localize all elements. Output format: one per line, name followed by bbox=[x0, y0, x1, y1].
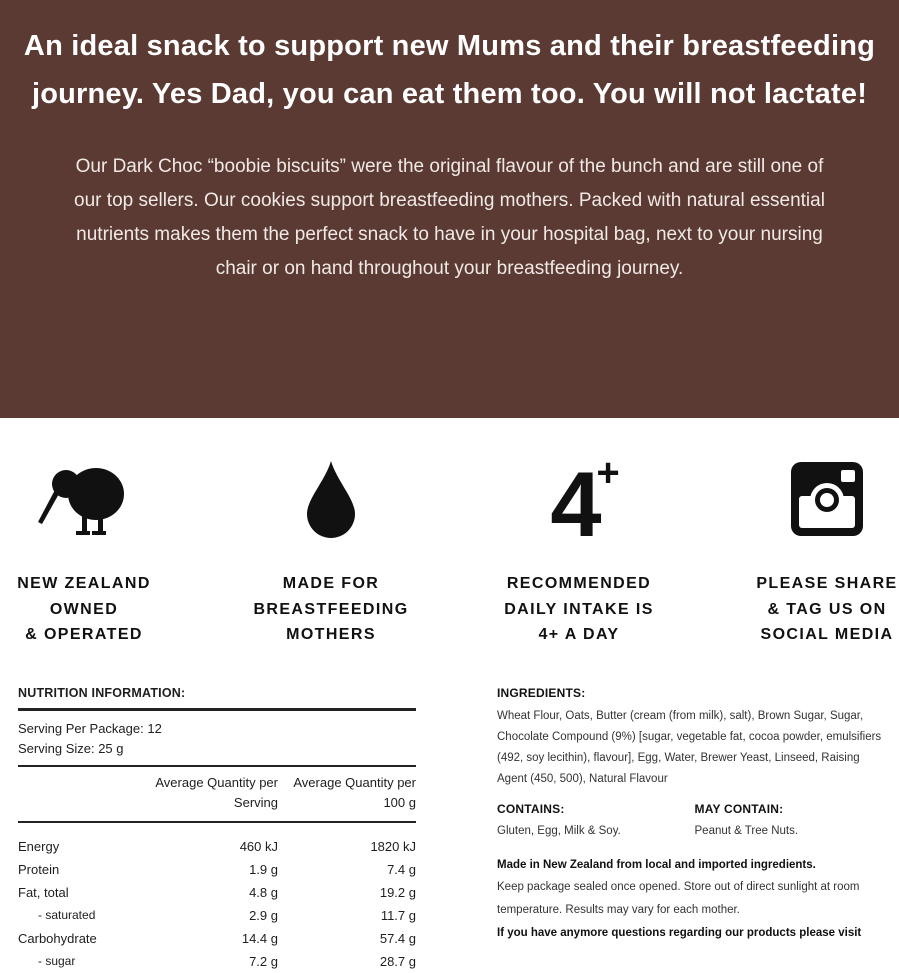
nutrient-name: - saturated bbox=[38, 908, 96, 922]
four-plus-icon bbox=[479, 455, 679, 543]
hero-banner bbox=[0, 0, 899, 418]
nutrition-rows bbox=[18, 823, 416, 973]
nutrition-title: NUTRITION INFORMATION: bbox=[18, 686, 416, 711]
col-per-100g: Average Quantity per 100 g bbox=[293, 775, 416, 810]
nutrient-name: Energy bbox=[18, 839, 60, 854]
per-serving-value: 1.9 g bbox=[249, 862, 278, 877]
allergen-info bbox=[497, 802, 892, 840]
per-100g-value: 57.4 g bbox=[379, 931, 416, 946]
feature-label: MADE FOR BREASTFEEDING MOTHERS bbox=[253, 575, 409, 643]
milk-drop-icon bbox=[231, 455, 431, 543]
nutrient-name: - sugar bbox=[38, 954, 76, 968]
per-serving-value: 2.9 g bbox=[249, 908, 278, 923]
storage-text: Keep package sealed once opened. Store out of direct sunlight at room temperature. Results may vary for each mother. bbox=[497, 881, 860, 916]
table-row bbox=[18, 835, 416, 858]
made-in-text: Made in New Zealand from local and imported ingredients. bbox=[497, 859, 816, 871]
may-contain-text: Peanut & Tree Nuts. bbox=[694, 825, 799, 837]
nutrient-name: Fat, total bbox=[18, 885, 69, 900]
per-100g-value: 28.7 g bbox=[379, 954, 416, 969]
table-row bbox=[18, 927, 416, 950]
serving-info bbox=[18, 711, 416, 767]
feature-label: RECOMMENDED DAILY INTAKE IS 4+ A DAY bbox=[504, 575, 654, 643]
per-serving-value: 4.8 g bbox=[249, 885, 278, 900]
question-text: If you have anymore questions regarding our products please visit bbox=[497, 927, 862, 939]
table-row bbox=[18, 950, 416, 973]
hero-headline: An ideal snack to support new Mums and their breastfeeding journey. Yes Dad, you can eat them too. You will not lactate! bbox=[23, 30, 876, 110]
ingredients-title: INGREDIENTS: bbox=[497, 686, 586, 700]
contains-text: Gluten, Egg, Milk & Soy. bbox=[497, 825, 621, 837]
ingredients-panel bbox=[497, 686, 892, 944]
nutrient-name: Protein bbox=[18, 862, 60, 877]
feature-social[interactable] bbox=[727, 455, 899, 648]
per-serving-value: 14.4 g bbox=[241, 931, 278, 946]
instagram-icon[interactable] bbox=[727, 455, 899, 543]
per-100g-value: 7.4 g bbox=[387, 862, 416, 877]
nutrition-column-headers bbox=[18, 767, 416, 823]
per-100g-value: 19.2 g bbox=[379, 885, 416, 900]
servings-per-package: Serving Per Package: 12 bbox=[18, 721, 162, 736]
feature-label: PLEASE SHARE & TAG US ON SOCIAL MEDIA bbox=[756, 575, 898, 643]
serving-size: Serving Size: 25 g bbox=[18, 741, 124, 756]
feature-label: NEW ZEALAND OWNED & OPERATED bbox=[17, 575, 151, 643]
table-row bbox=[18, 858, 416, 881]
four-glyph: 4 bbox=[550, 456, 602, 542]
may-contain-block bbox=[695, 802, 893, 840]
per-100g-value: 1820 kJ bbox=[370, 839, 416, 854]
col-per-serving: Average Quantity per Serving bbox=[155, 775, 278, 810]
per-100g-value: 11.7 g bbox=[380, 908, 416, 923]
table-row bbox=[18, 904, 416, 927]
per-serving-value: 7.2 g bbox=[249, 954, 278, 969]
ingredients-text: Wheat Flour, Oats, Butter (cream (from milk), salt), Brown Sugar, Sugar, Chocolate Compound (9%) [sugar, vegetable fat, cocoa powder, emulsifiers (492, soy lecithin), flavour], Egg, Water, Brewer Yeast, Linseed, Raising Agent (450, 500), Natural Flavour bbox=[497, 710, 882, 785]
nutrient-name: Carbohydrate bbox=[18, 931, 97, 946]
feature-breastfeeding bbox=[231, 455, 431, 648]
may-contain-title: MAY CONTAIN: bbox=[694, 802, 784, 816]
per-serving-value: 460 kJ bbox=[239, 839, 278, 854]
contains-block bbox=[497, 802, 695, 840]
feature-nz-owned bbox=[0, 455, 184, 648]
hero-description: Our Dark Choc “boobie biscuits” were the original flavour of the bunch and are still one of our top sellers. Our cookies support breastfeeding mothers. Packed with natural essential nutrients makes them the perfect snack to have in your hospital bag, next to your nursing chair or on hand throughout your breastfeeding journey. bbox=[74, 156, 825, 279]
nutrition-panel bbox=[18, 686, 416, 973]
contains-title: CONTAINS: bbox=[497, 802, 565, 816]
table-row bbox=[18, 881, 416, 904]
plus-glyph: + bbox=[596, 456, 620, 495]
feature-daily-intake bbox=[479, 455, 679, 648]
kiwi-bird-icon bbox=[0, 455, 184, 543]
